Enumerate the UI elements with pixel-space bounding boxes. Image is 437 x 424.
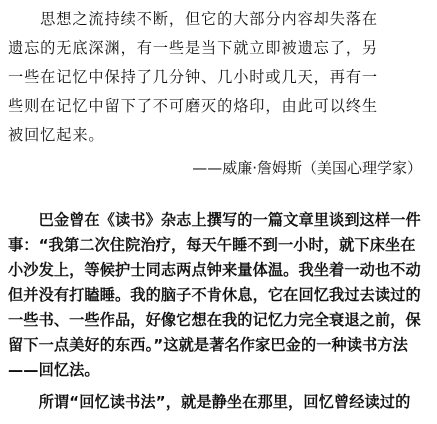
body-line: 所谓“回忆读书法”，就是静坐在那里，回忆曾经读过的 (8, 393, 411, 411)
quote-line: 一些在记忆中保持了几分钟、几小时或几天，再有一 (8, 68, 379, 86)
body-line: 一些书、一些作品，好像它想在我的记忆力完全衰退之前，保 (8, 311, 421, 329)
quote-line: 被回忆起来。 (8, 126, 105, 144)
body-line: ——回忆法。 (8, 361, 100, 379)
quote-line: 些则在记忆中留下了不可磨灭的烙印，由此可以终生 (8, 97, 379, 115)
body-line: 小沙发上，等候护士同志两点钟来量体温。我坐着一动也不动 (8, 261, 421, 279)
quote-line: 遗忘的无底深渊，有一些是当下就立即被遗忘了，另 (8, 39, 379, 57)
quote-attribution: ——威廉·詹姆斯（美国心理学家） (192, 159, 422, 177)
quote-line: 思想之流持续不断，但它的大部分内容却失落在 (8, 10, 379, 28)
body-line: 留下一点美好的东西。”这就是著名作家巴金的一种读书方法 (8, 336, 408, 354)
body-line: 巴金曾在《读书》杂志上撰写的一篇文章里谈到这样一件 (8, 211, 421, 229)
body-line: 事：“我第二次住院治疗，每天午睡不到一小时，就下床坐在 (8, 236, 416, 254)
body-line: 但并没有打瞌睡。我的脑子不肯休息，它在回忆我过去读过的 (8, 286, 421, 304)
